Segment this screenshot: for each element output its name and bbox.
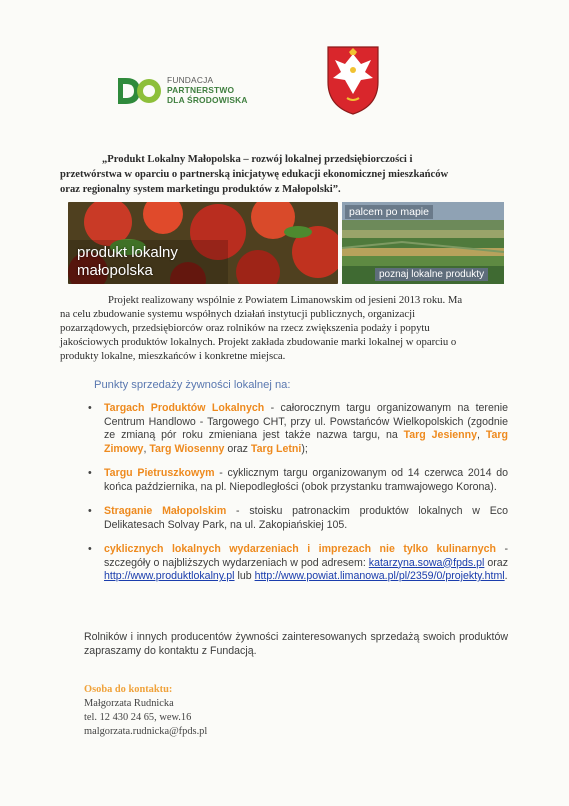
para-line-3: pozarządowych, przedsiębiorców oraz rolników na rzecz zwiększenia podaży i popytu (60, 322, 430, 334)
item-text: - stoisku patronackim produktów lokalnych w Eco Delikatesach Solvay Park, na ul. Zakopiańskiej 105. (104, 505, 508, 531)
market-name: Targ Wiosenny (149, 442, 225, 455)
list-item (84, 543, 508, 584)
contact-heading: Osoba do kontaktu: (84, 684, 173, 695)
banner-tag-map: palcem po mapie (345, 205, 433, 219)
item-sep: , (477, 429, 486, 441)
banner-line-1: produkt lokalny (77, 244, 178, 261)
coat-of-arms-icon (325, 44, 381, 116)
item-end: ); (301, 442, 308, 455)
market-name: Targ Letni (250, 442, 302, 455)
document-title (60, 152, 509, 197)
foundation-logo-icon (116, 76, 162, 106)
item-end: . (504, 570, 508, 582)
banner-tag-products: poznaj lokalne produkty (375, 268, 488, 281)
item-sep: , (143, 442, 150, 455)
para-line-2: na celu zbudowanie systemu współnych działań instytucji publicznych, organizacji (60, 308, 416, 320)
sales-points-heading: Punkty sprzedaży żywności lokalnej na: (94, 379, 291, 391)
item-text: - całorocznym targu organizowanym na terenie Centrum Handlowo - Targowego CHT, przy ul. Powstańców Wielkopolskich (zgodnie ze zmianą pór roku zmieniana jest także nazwa targu, na (104, 402, 508, 441)
closing-paragraph: Rolników i innych producentów żywności zainteresowanych sprzedażą swoich produktów zapraszamy do kontaktu z Fundacją. (84, 631, 508, 657)
bullet-icon: • (88, 505, 92, 517)
item-text: - szczegóły o najbliższych wydarzeniach w pod adresem: (104, 543, 508, 569)
bullet-icon: • (88, 543, 92, 555)
intro-paragraph (60, 293, 508, 363)
para-line-1: Projekt realizowany wspólnie z Powiatem Limanowskim od jesieni 2013 roku. Ma (108, 294, 463, 306)
title-line-1: „Produkt Lokalny Małopolska – rozwój lokalnej przedsiębiorczości i (102, 154, 413, 165)
item-title: Straganie Małopolskim (104, 505, 227, 517)
list-item (84, 505, 508, 532)
title-line-2: przetwórstwa w oparciu o partnerską inicjatywę edukacji ekonomicznej mieszkańców (60, 169, 449, 180)
logo-line-3: DLA ŚRODOWISKA (167, 95, 248, 105)
bullet-icon: • (88, 467, 92, 479)
title-line-3: oraz regionalny system marketingu produktów z Małopolski”. (60, 184, 341, 195)
item-title: Targu Pietruszkowym (104, 467, 215, 479)
market-name: Targ Jesienny (403, 429, 477, 441)
contact-name: Małgorzata Rudnicka (84, 698, 174, 709)
banner-line-2: małopolska (77, 262, 153, 279)
list-item (84, 402, 508, 456)
para-line-5: produkty lokalne, mieszkańców i konkretne miejsca. (60, 350, 286, 362)
contact-email[interactable]: malgorzata.rudnicka@fpds.pl (84, 726, 208, 737)
para-line-4: jakościowych produktów lokalnych. Projekt zakłada zbudowanie marki lokalnej w oparciu o (60, 336, 457, 348)
banner-brand-text (77, 244, 178, 280)
website-link[interactable]: http://www.produktlokalny.pl (104, 570, 235, 582)
item-text: - cyklicznym targu organizowanym od 14 czerwca 2014 do końca października, na pl. Niepodległości (obok przystanku tramwajowego Korona). (104, 467, 508, 493)
item-title: cyklicznych lokalnych wydarzeniach i imprezach nie tylko kulinarnych (104, 543, 496, 555)
logo-line-2: PARTNERSTWO (167, 85, 235, 95)
county-link[interactable]: http://www.powiat.limanowa.pl/pl/2359/0/projekty.html (254, 570, 505, 582)
sales-points-list (84, 402, 508, 584)
list-item (84, 467, 508, 494)
item-sep: oraz (484, 556, 508, 569)
contact-phone: tel. 12 430 24 65, wew.16 (84, 712, 192, 723)
email-link[interactable]: katarzyna.sowa@fpds.pl (368, 556, 485, 569)
logo-line-1: FUNDACJA (167, 75, 214, 85)
contact-block (84, 683, 207, 739)
item-sep: lub (234, 570, 255, 582)
bullet-icon: • (88, 402, 92, 414)
item-title: Targach Produktów Lokalnych (104, 402, 265, 414)
item-sep: oraz (224, 442, 251, 455)
market-name: Targ Zimowy (104, 429, 508, 455)
foundation-logo-text (167, 75, 248, 105)
